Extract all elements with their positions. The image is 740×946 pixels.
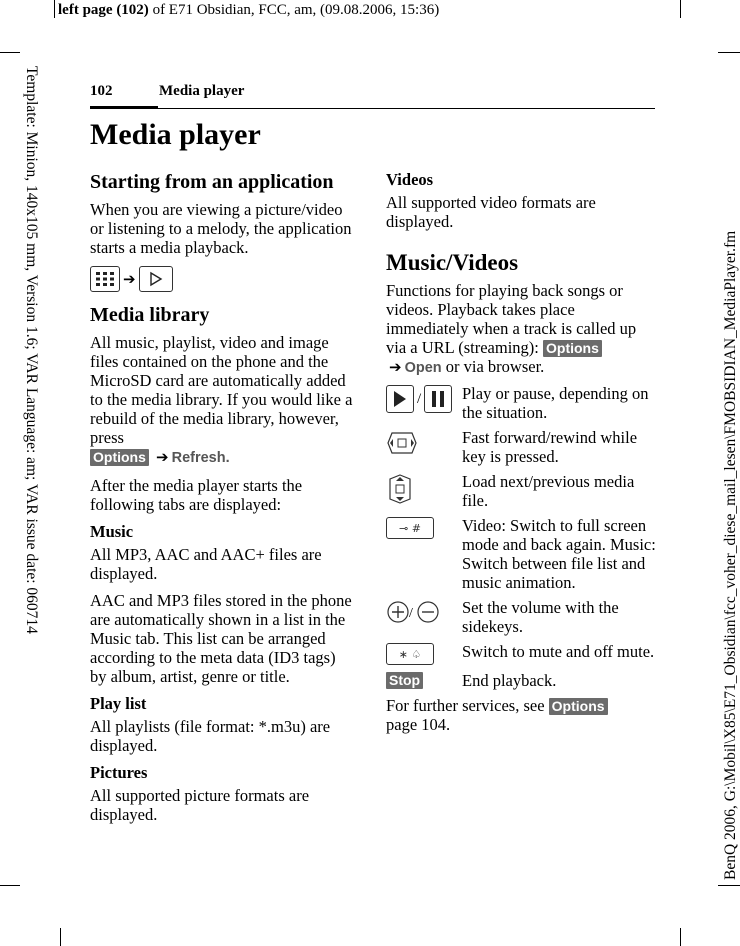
paragraph: All MP3, AAC and AAC+ files are displayed. (90, 545, 322, 583)
nav-left-right-key-icon (386, 428, 462, 466)
row-description: End playback. (462, 671, 557, 690)
menu-item-refresh: Refresh. (171, 450, 230, 466)
section-heading: Media library (90, 304, 210, 326)
paragraph: All supported picture formats are displayed. (90, 786, 310, 824)
paragraph: All playlists (file format: *.m3u) are displayed. (90, 717, 331, 755)
table-row (386, 384, 656, 422)
media-play-icon (139, 266, 173, 292)
table-row (386, 428, 656, 466)
paragraph (90, 333, 355, 468)
row-description: Fast forward/rewind while key is pressed. (462, 428, 638, 466)
row-description: Load next/previous media file. (462, 472, 635, 510)
library-text: All music, playlist, video and image files contained on the phone and the MicroSD card are automatically added to the media library. If you would like a rebuild of the media library, however, press (90, 333, 353, 447)
page-number: 102 (90, 83, 113, 99)
header-rule-thick (90, 106, 158, 109)
page-title: Media player (90, 118, 261, 151)
crop-mark (718, 52, 740, 53)
volume-keys-icon (386, 598, 462, 636)
options-softkey: Options (543, 340, 602, 357)
menu-grid-icon (90, 266, 120, 292)
pause-icon (424, 385, 452, 413)
column-left (90, 170, 355, 832)
table-row (386, 598, 656, 636)
running-head (90, 83, 244, 100)
paragraph: Functions for playing back songs or videos. Playback takes place immediately when a track is called up via a URL (streaming): Options ➔ Open or via browser. (386, 281, 637, 376)
nav-up-down-key-icon (386, 472, 462, 510)
play-pause-icons: / (386, 384, 462, 422)
file-path-vertical: BenQ 2006, G:\Mobil\X85\E71_Obsidian\fcc_voher_diese_mail_lesen\FMOBSIDIAN_MediaPlayer.fm (722, 230, 739, 880)
arrow-right-icon: ➔ (389, 358, 402, 376)
hash-key-icon: ⊸ # (386, 517, 434, 539)
subheading: Pictures (90, 763, 148, 782)
table-row (386, 516, 656, 592)
paragraph: AAC and MP3 files stored in the phone are automatically shown in a list in the Music tab. This list can be arranged according to the meta data (ID3 tags) by album, artist, genre or title. (90, 591, 352, 686)
table-row (386, 472, 656, 510)
row-description: Play or pause, depending on the situation. (462, 384, 649, 422)
column-right (386, 170, 656, 742)
menu-item-open: Open (404, 360, 442, 376)
svg-text:/: / (409, 606, 413, 621)
arrow-right-icon: ➔ (156, 448, 169, 466)
crop-mark (0, 885, 20, 886)
stop-softkey: Stop (386, 672, 423, 689)
template-info-vertical: Template: Minion, 140x105 mm, Version 1.6; VAR Language: am; VAR issue date: 060714 (23, 66, 40, 634)
paragraph: All supported video formats are displayed. (386, 193, 596, 231)
print-header: left page (102) of E71 Obsidian, FCC, am, (09.08.2006, 15:36) (58, 2, 440, 18)
row-description: Set the volume with the sidekeys. (462, 598, 619, 636)
paragraph: For further services, see Options page 104. (386, 696, 656, 734)
play-icon (386, 385, 414, 413)
crop-mark (680, 928, 681, 946)
paragraph: After the media player starts the following tabs are displayed: (90, 476, 303, 514)
section-heading: Starting from an application (90, 171, 334, 193)
crop-mark (680, 0, 681, 18)
subheading: Music (90, 522, 134, 541)
section-heading: Music/Videos (386, 250, 519, 275)
header-rule (158, 108, 655, 109)
row-description: Switch to mute and off mute. (462, 642, 655, 661)
running-title: Media player (159, 83, 245, 99)
star-key-icon: ∗ ♤ (386, 643, 434, 665)
subheading: Videos (386, 170, 434, 189)
paragraph: When you are viewing a picture/video or listening to a melody, the application starts a media playback. (90, 200, 352, 257)
arrow-right-icon: ➔ (123, 269, 136, 288)
options-softkey: Options (549, 698, 608, 715)
crop-mark (0, 52, 20, 53)
page-reference: page 104. (386, 715, 451, 734)
menu-path-icons (90, 265, 355, 293)
row-description: Video: Switch to full screen mode and back again. Music: Switch between file list and music animation. (462, 516, 656, 592)
crop-mark (718, 885, 740, 886)
table-row (386, 671, 656, 690)
table-row (386, 642, 656, 665)
crop-mark (54, 0, 55, 18)
crop-mark (60, 928, 61, 946)
options-softkey: Options (90, 449, 149, 466)
key-function-table (386, 384, 656, 690)
subheading: Play list (90, 694, 147, 713)
